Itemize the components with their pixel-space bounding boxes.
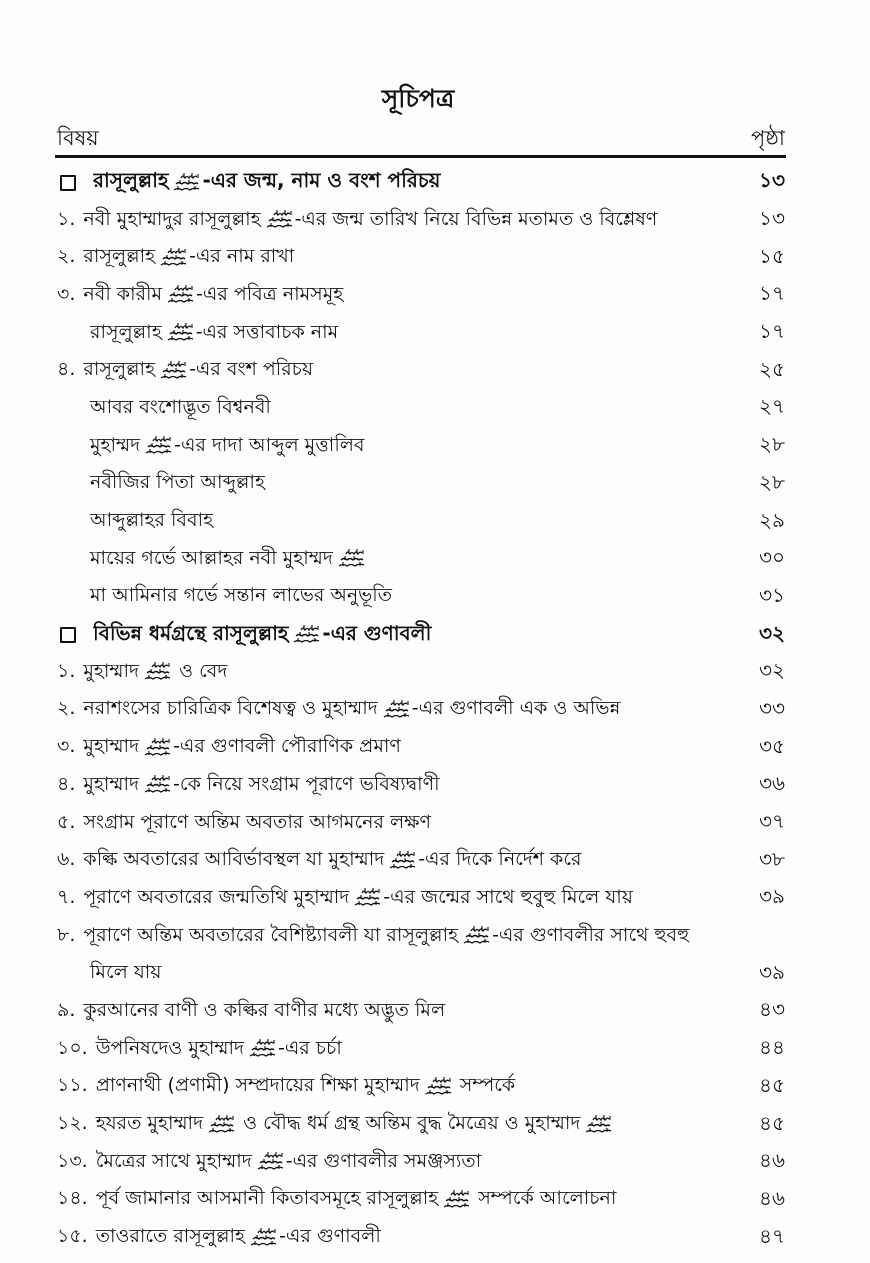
salawat-calligraphy-icon	[292, 624, 322, 644]
entry-text: আব্দুল্লাহর বিবাহ	[90, 509, 214, 532]
toc-entry	[57, 767, 785, 805]
entry-text: সম্পর্কে আলোচনা	[472, 1187, 617, 1210]
toc-entry	[57, 1219, 785, 1257]
toc-list	[57, 164, 785, 1257]
entry-text: -এর গুণাবলীর সাথে হুবহু	[492, 923, 690, 946]
entry-number: ২.	[57, 245, 76, 268]
entry-text: -এর গুণাবলী	[322, 620, 432, 645]
page-number: ২৮	[759, 432, 785, 457]
entry-text: মা আমিনার গর্ভে সন্তান লাভের অনুভূতি	[90, 584, 393, 607]
entry-text: কল্কি অবতারের আবির্ভাবস্থল যা মুহাম্মাদ	[83, 848, 385, 871]
entry-title	[57, 657, 741, 689]
page-number: ৪৭	[759, 1223, 785, 1248]
entry-number: ৬.	[57, 848, 76, 871]
page-number: ১৩	[759, 168, 785, 193]
page-number: ৪৬	[759, 1185, 785, 1210]
square-bullet-icon	[60, 627, 76, 643]
toc-entry	[57, 729, 785, 767]
entry-title	[57, 581, 741, 613]
page-number: ২৯	[759, 507, 785, 532]
page-number: ৪৪	[759, 1035, 785, 1060]
page-number: ৪৫	[759, 1072, 785, 1097]
page-number: ৩৬	[758, 771, 785, 796]
entry-text: মুহাম্মদ	[90, 433, 141, 456]
page-number: ২৭	[758, 394, 785, 419]
entry-title	[57, 1071, 741, 1103]
salawat-calligraphy-icon	[248, 1038, 278, 1058]
entry-text: মুহাম্মাদ	[83, 772, 140, 795]
entry-text: রাসূলুল্লাহ	[83, 358, 156, 381]
toc-subentry	[57, 541, 785, 579]
entry-text: মায়ের গর্ভে আল্লাহর নবী মুহাম্মদ	[90, 546, 333, 569]
salawat-calligraphy-icon	[462, 925, 492, 945]
entry-title	[57, 1109, 741, 1141]
salawat-calligraphy-icon	[256, 1151, 286, 1171]
toc-section-heading	[57, 616, 785, 654]
entry-title	[57, 883, 741, 915]
entry-number: ৫.	[57, 810, 76, 833]
entry-title	[93, 166, 741, 199]
salawat-calligraphy-icon	[442, 1189, 472, 1209]
entry-number: ২.	[57, 697, 76, 720]
page-number: ৩০	[758, 545, 785, 570]
entry-title	[57, 318, 741, 350]
entry-title	[93, 619, 741, 652]
entry-title	[57, 205, 741, 237]
page-title: সূচিপত্র	[381, 84, 455, 113]
entry-title	[57, 996, 741, 1028]
entry-text: পূরাণে অবতারের জন্মতিথি মুহাম্মাদ	[83, 885, 350, 908]
entry-text: -এর জন্মের সাথে হুবুহু মিলে যায়	[383, 885, 633, 908]
toc-subentry	[57, 579, 785, 617]
entry-text: -এর জন্ম তারিখ নিয়ে বিভিন্ন মতামত ও বিশ্লেষণ	[294, 207, 658, 230]
salawat-calligraphy-icon	[143, 661, 173, 681]
entry-text: নবীজির পিতা আব্দুল্লাহ	[90, 471, 265, 494]
entry-title	[57, 921, 785, 953]
toc-subentry	[57, 315, 785, 353]
entry-text: ও বেদ	[173, 659, 228, 682]
entry-text: -এর চর্চা	[277, 1036, 342, 1059]
subject-column-label: বিষয়	[57, 126, 99, 150]
salawat-calligraphy-icon	[166, 322, 196, 342]
salawat-calligraphy-icon	[388, 850, 418, 870]
toc-entry-continuation	[57, 955, 785, 993]
salawat-calligraphy-icon	[166, 284, 196, 304]
salawat-calligraphy-icon	[144, 435, 174, 455]
entry-title	[57, 1184, 741, 1216]
entry-text: -এর পবিত্র নামসমূহ	[196, 282, 344, 305]
page-number: ৩৫	[759, 733, 785, 758]
page-number: ৩৮	[759, 846, 785, 871]
entry-number: ১১.	[57, 1074, 88, 1097]
entry-text: প্রাণনাথী (প্রণামী) সম্প্রদায়ের শিক্ষা মুহাম্মাদ	[95, 1074, 420, 1097]
entry-text: ও বৌদ্ধ ধর্ম গ্রন্থ অন্তিম বুদ্ধ মৈত্রেয় ও মুহাম্মাদ	[237, 1112, 581, 1135]
entry-number: ১০.	[57, 1036, 88, 1059]
toc-subentry	[57, 503, 785, 541]
entry-title	[57, 393, 741, 425]
toc-entry	[57, 277, 785, 315]
salawat-calligraphy-icon	[337, 548, 367, 568]
entry-title	[57, 506, 741, 538]
entry-number: ১.	[57, 207, 76, 230]
page-number: ১৭	[759, 281, 785, 306]
entry-text: রাসূলুল্লাহ	[90, 320, 162, 343]
page-number: ৩২	[758, 658, 785, 683]
toc-entry	[57, 1144, 785, 1182]
page-number: ৪৫	[759, 1110, 785, 1135]
entry-text: -এর গুণাবলী	[279, 1225, 381, 1248]
entry-text: -এর গুণাবলীর সমঞ্জস্যতা	[285, 1149, 482, 1172]
toc-entry	[57, 842, 785, 880]
entry-text: মুহাম্মাদ	[83, 735, 140, 758]
entry-title	[57, 544, 741, 576]
page-number: ৩৯	[759, 959, 785, 984]
entry-text: -এর সত্তাবাচক নাম	[195, 320, 339, 343]
entry-number: ৭.	[57, 885, 76, 908]
entry-text: -এর দাদা আব্দুল মুত্তালিব	[174, 433, 365, 456]
salawat-calligraphy-icon	[424, 1076, 454, 1096]
salawat-calligraphy-icon	[143, 737, 173, 757]
salawat-calligraphy-icon	[584, 1114, 614, 1134]
toc-entry	[57, 239, 785, 277]
toc-entry	[57, 654, 785, 692]
entry-text: উপনিষদেও মুহাম্মাদ	[95, 1036, 244, 1059]
entry-text: আবর বংশোদ্ভূত বিশ্বনবী	[90, 395, 271, 418]
entry-text: -এর গুণাবলী পৌরাণিক প্রমাণ	[173, 735, 401, 758]
header-rule	[55, 155, 786, 158]
toc-entry	[57, 1031, 785, 1069]
entry-text: -এর গুণাবলী এক ও অভিন্ন	[411, 697, 621, 720]
toc-entry	[57, 1106, 785, 1144]
entry-title	[57, 468, 741, 500]
entry-number: ১৩.	[57, 1149, 88, 1172]
salawat-calligraphy-icon	[382, 699, 412, 719]
entry-title	[57, 958, 741, 990]
entry-title	[57, 1222, 741, 1254]
entry-text: কুরআনের বাণী ও কল্কির বাণীর মধ্যে অদ্ভুত মিল	[83, 998, 446, 1021]
toc-entry	[57, 1069, 785, 1107]
toc-entry	[57, 202, 785, 240]
entry-text: -এর নাম রাখা	[189, 245, 295, 268]
entry-number: ১.	[57, 659, 76, 682]
page-number: ১৩	[759, 206, 785, 231]
entry-text: -কে নিয়ে সংগ্রাম পূরাণে ভবিষ্যদ্বাণী	[173, 772, 440, 795]
salawat-calligraphy-icon	[207, 1114, 237, 1134]
entry-text: -এর দিকে নির্দেশ করে	[418, 848, 582, 871]
entry-text: সংগ্রাম পূরাণে অন্তিম অবতার আগমনের লক্ষণ	[83, 810, 431, 833]
toc-entry	[57, 880, 785, 918]
entry-number: ৩.	[57, 282, 76, 305]
toc-subentry	[57, 390, 785, 428]
salawat-calligraphy-icon	[143, 774, 173, 794]
toc-entry	[57, 692, 785, 730]
toc-subentry	[57, 428, 785, 466]
page-column-label: পৃষ্ঠা	[750, 126, 785, 150]
entry-title	[57, 355, 741, 387]
entry-text: -এর জন্ম, নাম ও বংশ পরিচয়	[202, 168, 441, 193]
page-number: ৩২	[758, 620, 785, 645]
entry-text: পূর্ব জামানার আসমানী কিতাবসমূহে রাসূলুল্লাহ	[95, 1187, 439, 1210]
salawat-calligraphy-icon	[265, 209, 295, 229]
toc-entry	[57, 918, 785, 956]
entry-title	[57, 280, 741, 312]
entry-text: মৈত্রের সাথে মুহাম্মাদ	[95, 1149, 252, 1172]
entry-text: নরাশংসের চারিত্রিক বিশেষত্ব ও মুহাম্মাদ	[83, 697, 378, 720]
entry-text: পূরাণে অন্তিম অবতারের বৈশিষ্ট্যাবলী যা রাসূলুল্লাহ	[83, 923, 459, 946]
entry-title	[57, 431, 741, 463]
entry-number: ৯.	[57, 998, 76, 1021]
entry-title	[57, 770, 741, 802]
entry-text: রাসূলুল্লাহ	[93, 168, 169, 193]
page-number: ১৭	[759, 319, 785, 344]
entry-title	[57, 1034, 741, 1066]
page-number: ২৮	[759, 469, 785, 494]
entry-number: ১৫.	[57, 1225, 88, 1248]
entry-title	[57, 732, 741, 764]
page-number: ২৫	[759, 356, 785, 381]
entry-number: ৮.	[57, 923, 76, 946]
toc-entry	[57, 1182, 785, 1220]
entry-text: -এর বংশ পরিচয়	[189, 358, 314, 381]
entry-number: ৩.	[57, 735, 76, 758]
entry-title	[57, 242, 741, 274]
toc-entry	[57, 805, 785, 843]
entry-title	[57, 694, 741, 726]
page-number: ৩৩	[758, 695, 785, 720]
entry-text: রাসূলুল্লাহ	[83, 245, 156, 268]
square-bullet-icon	[60, 175, 76, 191]
salawat-calligraphy-icon	[159, 247, 189, 267]
entry-number: ১৪.	[57, 1187, 88, 1210]
page-number: ১৫	[759, 243, 785, 268]
entry-text: সম্পর্কে	[453, 1074, 516, 1097]
page-number: ৪৬	[759, 1148, 785, 1173]
salawat-calligraphy-icon	[159, 360, 189, 380]
toc-entry	[57, 993, 785, 1031]
page-number: ৩৭	[758, 809, 785, 834]
toc-header	[57, 124, 785, 152]
entry-title	[57, 808, 741, 840]
toc-subentry	[57, 466, 785, 504]
entry-text: নবী মুহাম্মাদুর রাসূলুল্লাহ	[83, 207, 261, 230]
entry-text: নবী কারীম	[83, 282, 163, 305]
toc-section-heading	[57, 164, 785, 202]
page-number: ৩৯	[759, 884, 785, 909]
salawat-calligraphy-icon	[353, 887, 383, 907]
entry-text: হযরত মুহাম্মাদ	[95, 1112, 204, 1135]
entry-text: মিলে যায়	[90, 961, 162, 984]
entry-number: ৪.	[57, 358, 76, 381]
toc-entry	[57, 352, 785, 390]
page-number: ৪৩	[759, 997, 785, 1022]
entry-number: ১২.	[57, 1112, 88, 1135]
entry-title	[57, 1147, 741, 1179]
entry-text: মুহাম্মাদ	[83, 659, 140, 682]
page-number: ৩১	[759, 582, 785, 607]
entry-number: ৪.	[57, 772, 76, 795]
entry-text: বিভিন্ন ধর্মগ্রন্থে রাসূলুল্লাহ	[93, 620, 289, 645]
entry-title	[57, 845, 741, 877]
entry-text: তাওরাতে রাসূলুল্লাহ	[95, 1225, 246, 1248]
salawat-calligraphy-icon	[249, 1227, 279, 1247]
salawat-calligraphy-icon	[172, 172, 202, 192]
